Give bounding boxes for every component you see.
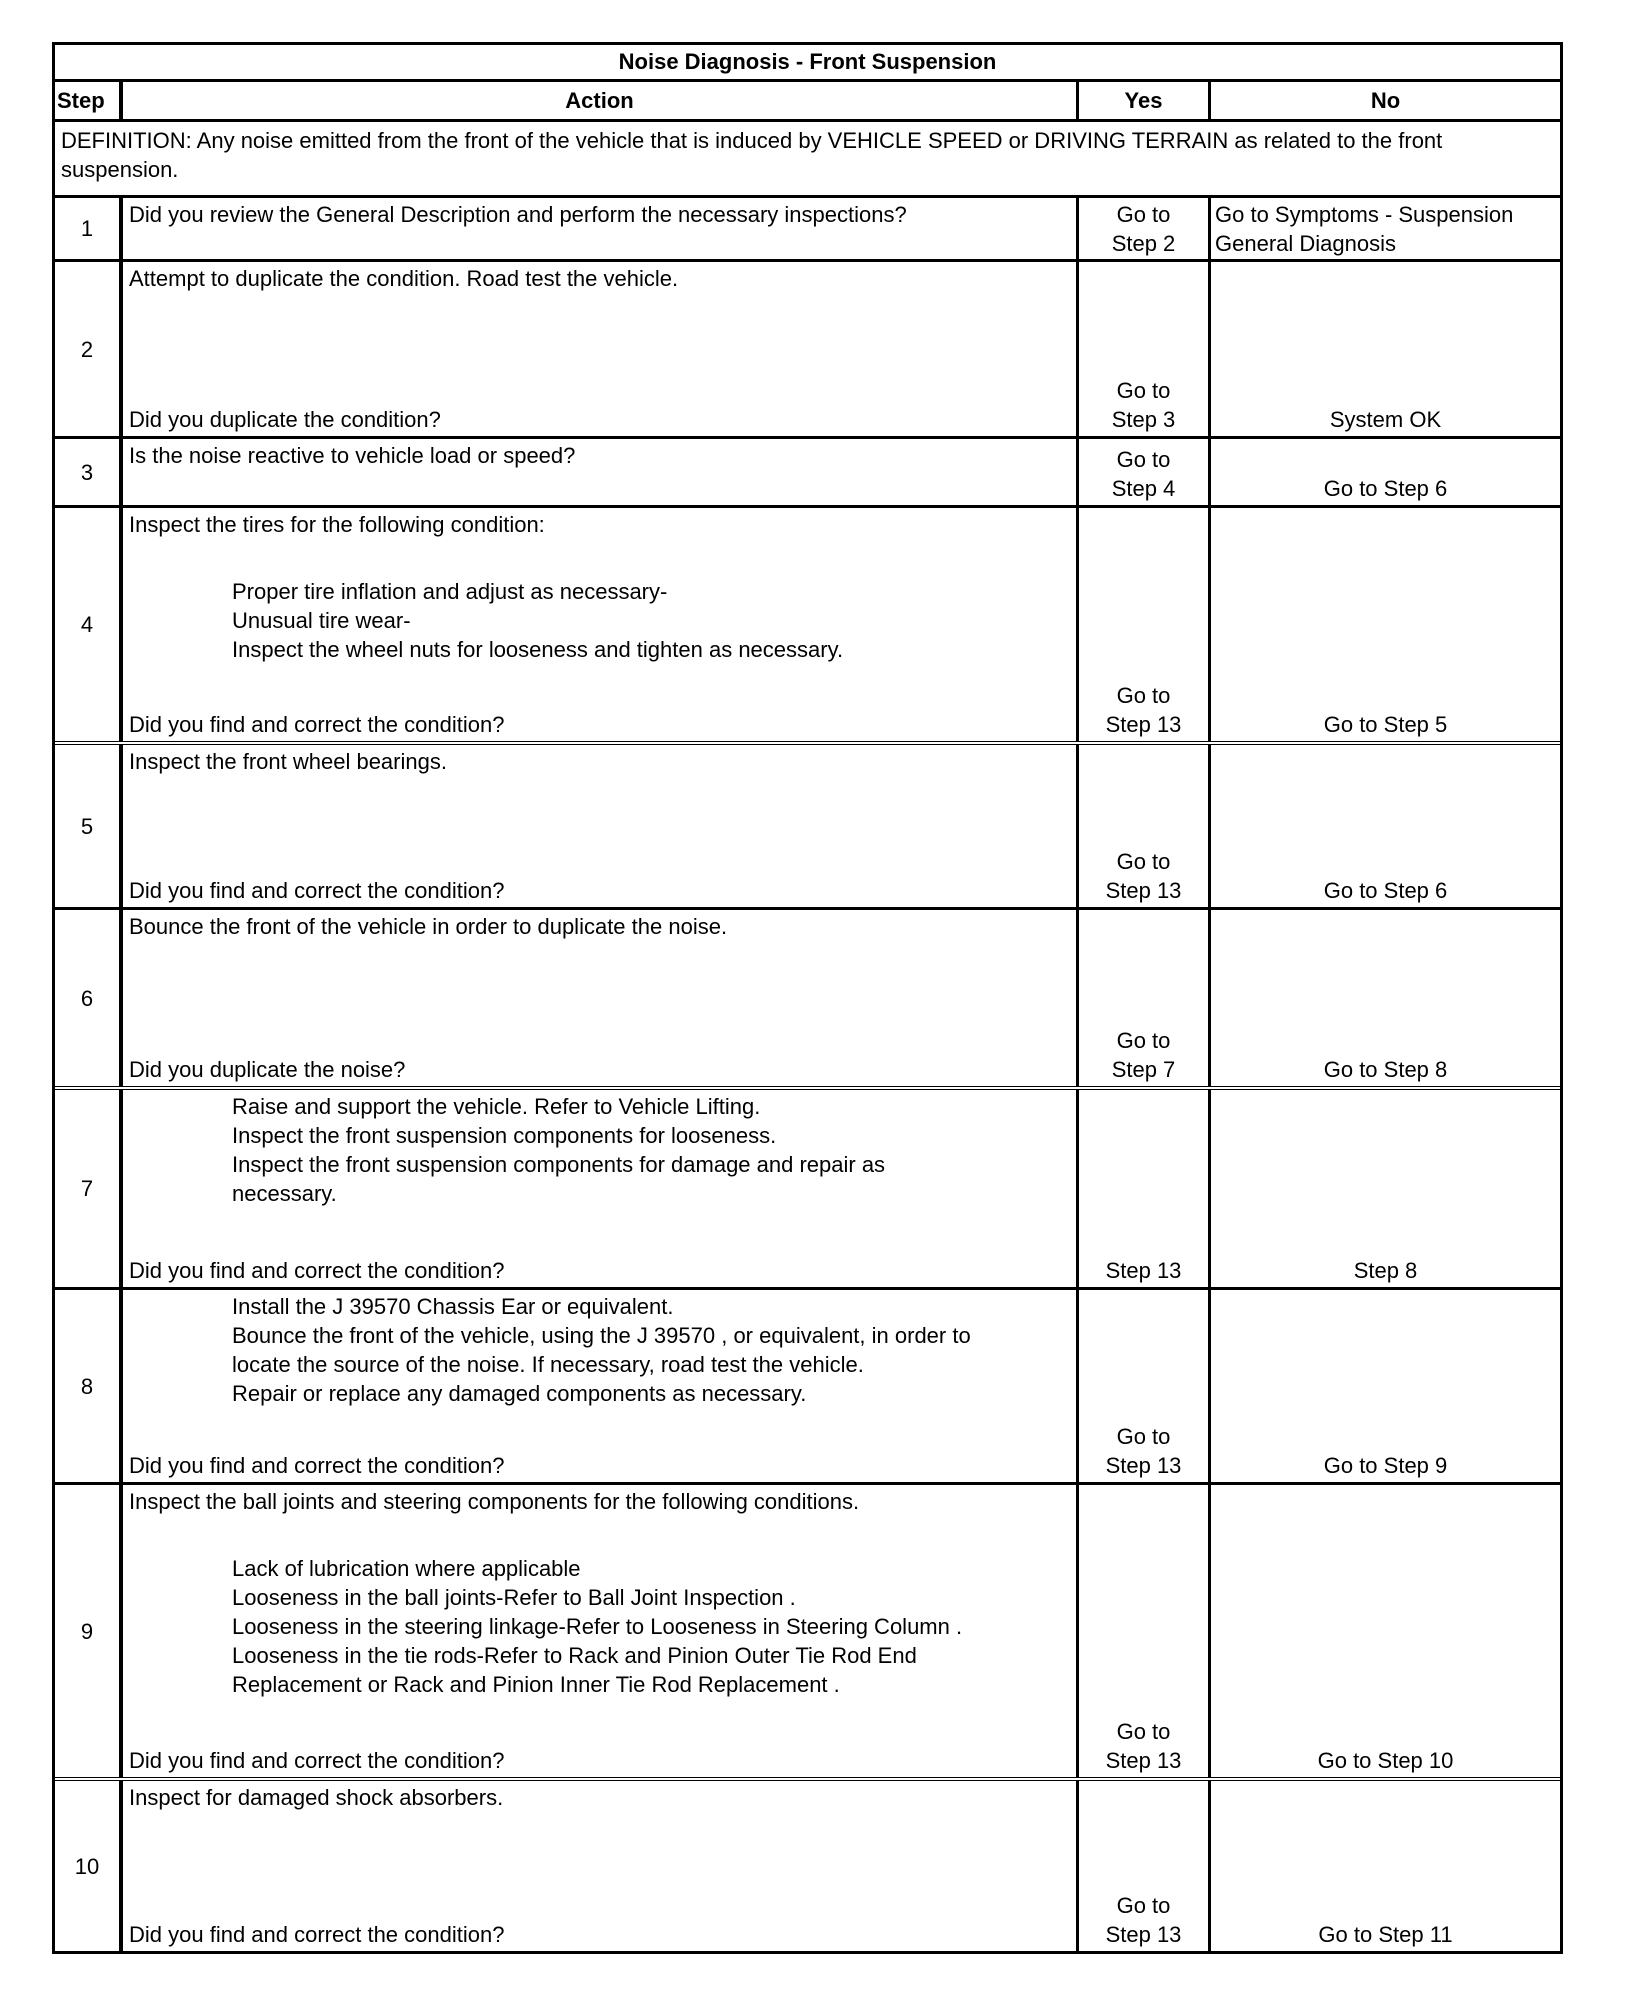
- action-cell: [123, 439, 1079, 505]
- action-item: locate the source of the noise. If necessary, road test the vehicle.: [232, 1352, 864, 1377]
- action-cell: [123, 508, 1079, 741]
- table-title: Noise Diagnosis - Front Suspension: [55, 45, 1560, 82]
- action-text: Bounce the front of the vehicle in order to duplicate the noise.: [129, 914, 728, 939]
- step-number: 7: [55, 1090, 123, 1287]
- action-item: Repair or replace any damaged components as necessary.: [232, 1381, 807, 1406]
- action-cell: [123, 1290, 1079, 1482]
- yes-text: Go to: [1116, 683, 1171, 708]
- action-text: Inspect the front wheel bearings.: [129, 749, 447, 774]
- yes-text: Go to: [1116, 1028, 1171, 1053]
- action-item: Inspect the wheel nuts for looseness and tighten as necessary.: [232, 637, 844, 662]
- no-text: Go to Step 6: [1323, 476, 1448, 501]
- header-no: No: [1370, 88, 1401, 113]
- step-number: 9: [55, 1485, 123, 1777]
- action-item: necessary.: [232, 1181, 337, 1206]
- yes-cell: [1079, 1485, 1211, 1777]
- yes-text: Step 13: [1105, 1748, 1182, 1773]
- no-cell: [1211, 1090, 1560, 1287]
- action-cell: [123, 745, 1079, 907]
- yes-text: Step 2: [1111, 231, 1176, 256]
- step-number: 3: [55, 439, 123, 505]
- yes-cell: [1079, 439, 1211, 505]
- table-row-step-4: [55, 508, 1560, 745]
- table-row-step-10: [55, 1781, 1560, 1951]
- action-item: Looseness in the ball joints-Refer to Ball Joint Inspection .: [232, 1585, 796, 1610]
- yes-cell: [1079, 910, 1211, 1086]
- yes-cell: [1079, 1090, 1211, 1287]
- table-row-step-9: [55, 1485, 1560, 1781]
- no-text: Go to Step 11: [1318, 1922, 1453, 1947]
- step-number: 5: [55, 745, 123, 907]
- step-number: 8: [55, 1290, 123, 1482]
- action-item: Unusual tire wear-: [232, 608, 411, 633]
- header-yes: Yes: [1079, 82, 1211, 119]
- table-row-step-5: [55, 745, 1560, 910]
- no-cell: [1211, 198, 1560, 259]
- yes-text: Step 3: [1111, 407, 1176, 432]
- header-row: [55, 82, 1560, 122]
- no-cell: [1211, 1290, 1560, 1482]
- no-cell: [1211, 439, 1560, 505]
- action-item: Lack of lubrication where applicable: [232, 1556, 581, 1581]
- yes-text: Step 4: [1111, 476, 1176, 501]
- table-row-step-2: [55, 262, 1560, 439]
- action-text: Did you review the General Description and perform the necessary inspections?: [129, 202, 907, 227]
- action-text: Is the noise reactive to vehicle load or speed?: [129, 443, 576, 468]
- action-item: Inspect the front suspension components for looseness.: [232, 1123, 777, 1148]
- header-action: Action: [123, 82, 1079, 119]
- action-cell: [123, 1781, 1079, 1951]
- no-text: Go to Step 10: [1317, 1748, 1454, 1773]
- action-question: Did you duplicate the condition?: [129, 407, 441, 432]
- action-question: Did you find and correct the condition?: [129, 1258, 505, 1283]
- no-cell: [1211, 745, 1560, 907]
- no-cell: [1211, 508, 1560, 741]
- action-text: Attempt to duplicate the condition. Road test the vehicle.: [129, 266, 679, 291]
- action-item: Looseness in the steering linkage-Refer to Looseness in Steering Column .: [232, 1614, 963, 1639]
- action-question: Did you find and correct the condition?: [129, 1922, 505, 1947]
- definition-row: DEFINITION: Any noise emitted from the front of the vehicle that is induced by VEHICLE SPEED or DRIVING TERRAIN as related to the front suspension.: [55, 122, 1560, 198]
- yes-cell: [1079, 508, 1211, 741]
- yes-text: Go to: [1116, 447, 1171, 472]
- no-text: System OK: [1329, 407, 1442, 432]
- action-item: Replacement or Rack and Pinion Inner Tie Rod Replacement .: [232, 1672, 840, 1697]
- yes-text: Step 13: [1105, 878, 1182, 903]
- action-cell: [123, 1485, 1079, 1777]
- yes-text: Step 13: [1105, 1453, 1182, 1478]
- action-cell: [123, 198, 1079, 259]
- action-cell: [123, 262, 1079, 436]
- table-row-step-3: [55, 439, 1560, 508]
- step-number: 4: [55, 508, 123, 741]
- yes-text: Step 7: [1111, 1057, 1176, 1082]
- step-number: 6: [55, 910, 123, 1086]
- yes-text: Step 13: [1105, 1258, 1182, 1283]
- action-item: Raise and support the vehicle. Refer to Vehicle Lifting.: [232, 1094, 761, 1119]
- no-cell: [1211, 910, 1560, 1086]
- yes-text: Go to: [1116, 1893, 1171, 1918]
- step-number: 2: [55, 262, 123, 436]
- action-cell: [123, 910, 1079, 1086]
- no-text: Go to Symptoms - Suspension: [1215, 202, 1514, 227]
- action-item: Install the J 39570 Chassis Ear or equivalent.: [232, 1294, 674, 1319]
- action-item: Proper tire inflation and adjust as necessary-: [232, 579, 668, 604]
- yes-cell: [1079, 1290, 1211, 1482]
- action-text: Inspect the tires for the following condition:: [129, 512, 545, 537]
- action-question: Did you find and correct the condition?: [129, 1453, 505, 1478]
- action-cell: [123, 1090, 1079, 1287]
- yes-cell: [1079, 745, 1211, 907]
- step-number: 10: [55, 1781, 123, 1951]
- yes-text: Go to: [1116, 1719, 1171, 1744]
- yes-text: Go to: [1116, 849, 1171, 874]
- diagnosis-table: [52, 42, 1563, 1954]
- action-text: Inspect the ball joints and steering components for the following conditions.: [129, 1489, 860, 1514]
- header-step: Step: [55, 82, 123, 119]
- table-row-step-6: [55, 910, 1560, 1090]
- no-text: Go to Step 8: [1323, 1057, 1448, 1082]
- yes-text: Step 13: [1105, 712, 1182, 737]
- table-row-step-7: [55, 1090, 1560, 1290]
- action-question: Did you duplicate the noise?: [129, 1057, 406, 1082]
- action-question: Did you find and correct the condition?: [129, 1748, 505, 1773]
- action-question: Did you find and correct the condition?: [129, 712, 505, 737]
- no-text: Go to Step 5: [1323, 712, 1448, 737]
- step-number: 1: [55, 198, 123, 259]
- yes-text: Step 13: [1105, 1922, 1182, 1947]
- action-item: Looseness in the tie rods-Refer to Rack and Pinion Outer Tie Rod End: [232, 1643, 917, 1668]
- no-text: Go to Step 6: [1323, 878, 1448, 903]
- no-cell: [1211, 1485, 1560, 1777]
- no-cell: [1211, 262, 1560, 436]
- table-row-step-1: [55, 198, 1560, 262]
- action-item: Bounce the front of the vehicle, using the J 39570 , or equivalent, in order to: [232, 1323, 971, 1348]
- table-row-step-8: [55, 1290, 1560, 1485]
- yes-text: Go to: [1116, 1424, 1171, 1449]
- action-item: Inspect the front suspension components for damage and repair as: [232, 1152, 886, 1177]
- no-text: Step 8: [1353, 1258, 1418, 1283]
- no-cell: [1211, 1781, 1560, 1951]
- action-question: Did you find and correct the condition?: [129, 878, 505, 903]
- yes-text: Go to: [1116, 378, 1171, 403]
- no-text: General Diagnosis: [1215, 231, 1396, 256]
- yes-cell: [1079, 1781, 1211, 1951]
- no-text: Go to Step 9: [1323, 1453, 1448, 1478]
- action-text: Inspect for damaged shock absorbers.: [129, 1785, 504, 1810]
- yes-cell: [1079, 198, 1211, 259]
- yes-cell: [1079, 262, 1211, 436]
- yes-text: Go to: [1116, 202, 1171, 227]
